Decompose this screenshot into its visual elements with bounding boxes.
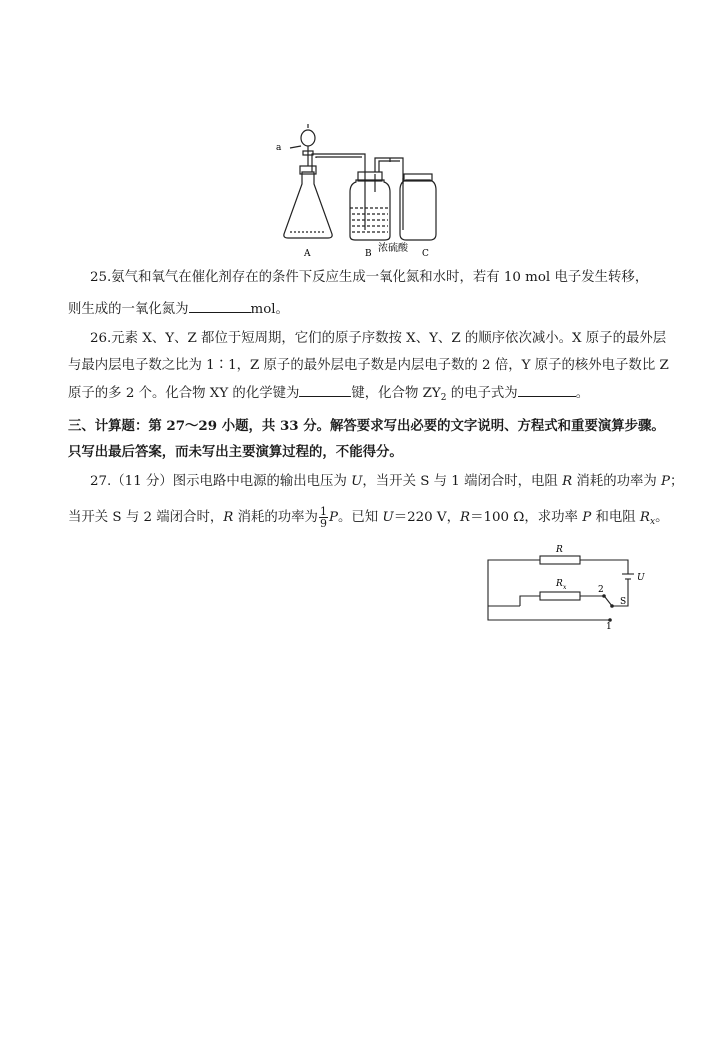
q25-line1: 25.氨气和氧气在催化剂存在的条件下反应生成一氧化氮和水时，若有 10 mol 电子发生转移，	[90, 270, 649, 285]
q27-var-U: U	[351, 474, 363, 489]
q26-line3	[68, 382, 668, 408]
label-a: a	[276, 143, 282, 153]
q26-line3-end: 。	[575, 386, 590, 401]
q27-text-a: 27.（11 分）图示电路中电源的输出电压为	[90, 474, 352, 489]
label-Rx-sub: x	[563, 584, 567, 591]
q27-text-k: 。	[655, 510, 669, 525]
q26-line3-mid2: 的电子式为	[446, 386, 518, 401]
q27-text-f: 消耗的功率为	[233, 510, 318, 525]
flask-A	[284, 172, 332, 238]
fraction-numerator: 1	[319, 505, 327, 518]
label-acid: 浓硫酸	[378, 243, 408, 254]
switch-pivot	[610, 604, 614, 608]
q27-text-e: 当开关 S 与 2 端闭合时，	[68, 510, 224, 525]
q27-var-R2: R	[223, 510, 234, 525]
circuit-diagram	[484, 540, 664, 630]
q26-subscript: 2	[440, 393, 447, 403]
q27-text-i: ＝100 Ω，求功率	[470, 510, 583, 525]
q27-var-Rx-sub: x	[650, 517, 656, 527]
q27-fraction	[319, 506, 328, 529]
resistor-Rx	[540, 592, 580, 600]
q27-var-R: R	[562, 474, 573, 489]
bottle-C	[400, 180, 436, 240]
q26-line1: 26.元素 X、Y、Z 都位于短周期，它们的原子序数按 X、Y、Z 的顺序依次减小。X 原子的最外层	[90, 331, 667, 346]
q27-text-j: 和电阻	[591, 510, 640, 525]
q27-var-P3: P	[582, 510, 592, 525]
funnel-bulb	[301, 130, 315, 146]
fraction-denominator: 9	[319, 517, 327, 530]
q26-line3-mid: 键，化合物 ZY	[351, 386, 441, 401]
label-C: C	[422, 249, 429, 259]
q27-var-R3: R	[459, 510, 471, 525]
label-2: 2	[598, 585, 604, 595]
q25-answer-blank[interactable]	[189, 298, 251, 313]
section3-note: 只写出最后答案，而未写出主要演算过程的，不能得分。	[68, 444, 403, 460]
q27-text-g: 。已知	[337, 510, 383, 525]
resistor-R	[540, 556, 580, 564]
label-B: B	[365, 249, 372, 259]
label-1: 1	[606, 622, 612, 630]
q27-line2	[68, 506, 668, 532]
q27-var-Rx: R	[639, 510, 650, 525]
q27-text-c: 消耗的功率为	[572, 474, 662, 489]
q27-var-U2: U	[382, 510, 394, 525]
label-Rx: R	[556, 579, 563, 589]
q27-line1	[90, 472, 690, 492]
q27-var-P2: P	[328, 510, 338, 525]
bottle-B	[350, 180, 390, 240]
q26-bond-blank[interactable]	[299, 382, 351, 397]
label-U: U	[637, 573, 645, 583]
apparatus-figure	[270, 122, 460, 262]
label-A: A	[304, 249, 311, 259]
q27-text-b: ，当开关 S 与 1 端闭合时，电阻	[362, 474, 563, 489]
q27-text-h: ＝220 V，	[393, 510, 460, 525]
label-S: S	[620, 597, 627, 607]
section3-heading: 三、计算题：第 27～29 小题，共 33 分。解答要求写出必要的文字说明、方程式和重要演算步骤。	[68, 418, 665, 434]
label-R: R	[556, 545, 563, 555]
q26-line2: 与最内层电子数之比为 1∶1，Z 原子的最外层电子数是内层电子数的 2 倍，Y 原子的核外电子数比 Z	[68, 358, 669, 373]
q26-formula-blank[interactable]	[518, 382, 576, 397]
q26-line3-text: 原子的多 2 个。化合物 XY 的化学键为	[68, 386, 300, 401]
q25-unit: mol。	[250, 302, 289, 317]
q27-var-P: P	[661, 474, 671, 489]
q25-line2	[68, 298, 668, 320]
q25-line2-text: 则生成的一氧化氮为	[68, 302, 189, 317]
q27-text-d: ；	[670, 474, 684, 489]
